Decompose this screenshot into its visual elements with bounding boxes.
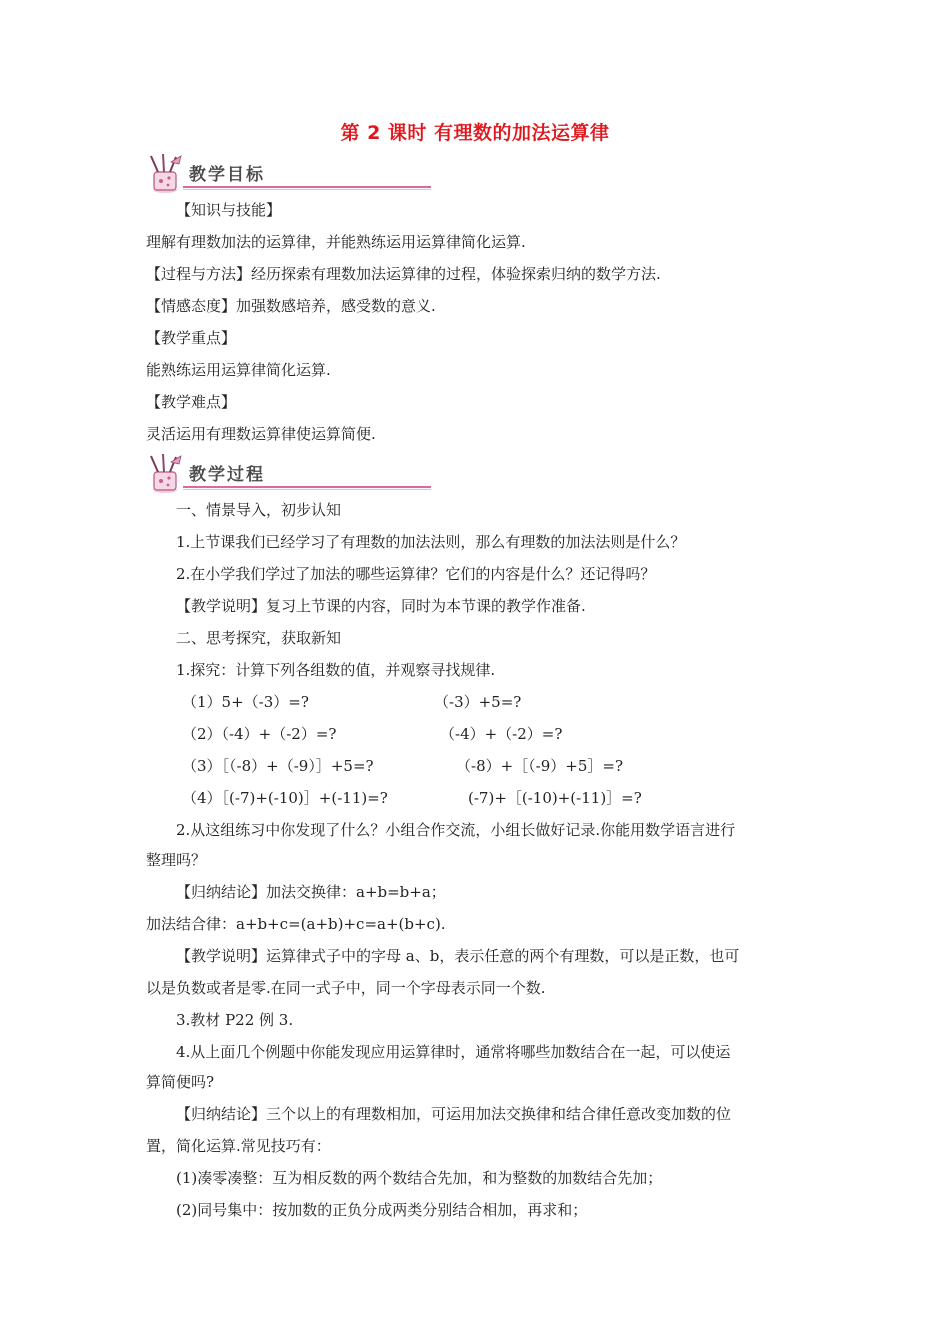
exercise-right: （-8）+［（-9）+5］=? (456, 757, 624, 775)
exercise-right: （-3）+5=? (434, 693, 522, 711)
question-find-line1: 2.从这组练习中你发现了什么？小组合作交流，小组长做好记录.你能用数学语言进行 (176, 821, 736, 839)
textbook-reference: 3.教材 P22 例 3. (176, 1011, 294, 1029)
exercise-left: （4）［(-7)+(-10)］+(-11)=? (182, 789, 388, 807)
tip-2: (2)同号集中：按加数的正负分成两类分别结合相加，再求和； (176, 1201, 588, 1219)
pencil-cup-icon (143, 452, 187, 496)
pencil-cup-icon (143, 152, 187, 196)
difficulty-text: 灵活运用有理数运算律使运算简便. (146, 425, 376, 443)
exercise-left: （2）（-4）+（-2）=? (182, 725, 337, 743)
emotion-text: 【情感态度】加强数感培养，感受数的意义. (146, 297, 436, 315)
question-4-line2: 算简便吗? (146, 1073, 215, 1091)
knowledge-heading: 【知识与技能】 (176, 201, 282, 219)
key-point-text: 能熟练运用运算律简化运算. (146, 361, 331, 379)
section-title-process: 教学过程 (189, 465, 265, 485)
question-find-line2: 整理吗？ (146, 851, 207, 869)
section-heading-process (143, 452, 293, 496)
exercise-left: （3）［（-8）+（-9）］+5=? (182, 757, 374, 775)
exercise-right: （-4）+（-2）=? (440, 725, 563, 743)
conclusion-associative: 加法结合律：a+b+c=(a+b)+c=a+(b+c). (146, 915, 446, 933)
teaching-note-2-line2: 以是负数或者是零.在同一式子中，同一个字母表示同一个数. (146, 979, 546, 997)
explore-instruction: 1.探究：计算下列各组数的值，并观察寻找规律. (176, 661, 496, 679)
section-underline (183, 186, 431, 192)
question-2: 2.在小学我们学过了加法的哪些运算律？它们的内容是什么？还记得吗？ (176, 565, 656, 583)
section-title-goals: 教学目标 (189, 165, 265, 185)
part2-heading: 二、思考探究，获取新知 (176, 629, 342, 647)
knowledge-text: 理解有理数加法的运算律，并能熟练运用运算律简化运算. (146, 233, 526, 251)
question-1: 1.上节课我们已经学习了有理数的加法法则，那么有理数的加法法则是什么？ (176, 533, 686, 551)
key-point-heading: 【教学重点】 (146, 329, 237, 347)
difficulty-heading: 【教学难点】 (146, 393, 237, 411)
conclusion-2-line1: 【归纳结论】三个以上的有理数相加，可运用加法交换律和结合律任意改变加数的位 (176, 1105, 732, 1123)
teaching-note-2-line1: 【教学说明】运算律式子中的字母 a、b，表示任意的两个有理数，可以是正数，也可 (176, 947, 740, 965)
process-method-text: 【过程与方法】经历探索有理数加法运算律的过程，体验探索归纳的数学方法. (146, 265, 661, 283)
section-underline (183, 486, 431, 492)
tip-1: (1)凑零凑整：互为相反数的两个数结合先加，和为整数的加数结合先加； (176, 1169, 663, 1187)
conclusion-commutative: 【归纳结论】加法交换律：a+b=b+a； (176, 883, 446, 901)
exercise-left: （1）5+（-3）=? (182, 693, 309, 711)
part1-heading: 一、情景导入，初步认知 (176, 501, 342, 519)
section-heading-goals (143, 152, 293, 196)
teaching-note-1: 【教学说明】复习上节课的内容，同时为本节课的教学作准备. (176, 597, 586, 615)
page-title: 第 2 课时 有理数的加法运算律 (340, 122, 610, 144)
exercise-right: (-7)+［(-10)+(-11)］=? (468, 789, 642, 807)
question-4-line1: 4.从上面几个例题中你能发现应用运算律时，通常将哪些加数结合在一起，可以使运 (176, 1043, 731, 1061)
conclusion-2-line2: 置，简化运算.常见技巧有： (146, 1137, 331, 1155)
